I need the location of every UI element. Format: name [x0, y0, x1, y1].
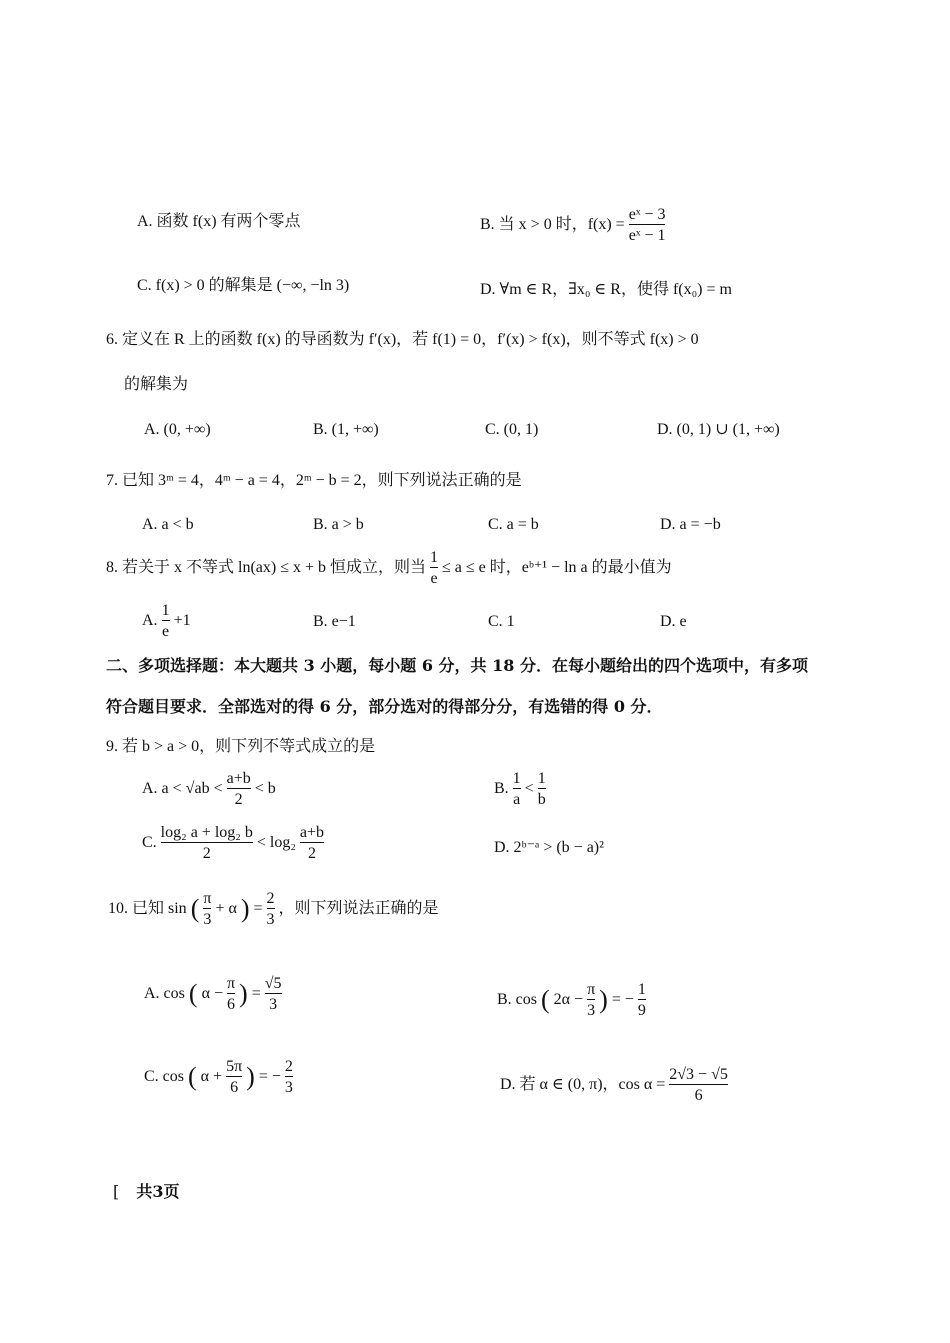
q9-option-b-label: B. — [494, 779, 509, 797]
q6-option-a: A. (0, +∞) — [144, 421, 211, 438]
q9-option-c-frac2 — [300, 824, 324, 862]
q10-option-c-pre: C. cos — [144, 1067, 184, 1085]
q9-option-a-num: a+b — [226, 770, 251, 787]
q9-option-c-frac1 — [161, 824, 253, 862]
q10-option-b-frac — [587, 981, 595, 1019]
q8-option-a-fraction — [162, 602, 170, 640]
q8-option-b: B. e−1 — [313, 613, 356, 630]
q10-option-c-frac — [226, 1058, 242, 1096]
q9-option-a-den: 2 — [227, 788, 251, 809]
q10-option-c — [144, 1058, 293, 1096]
q9-option-d: D. 2ᵇ⁻ᵃ > (b − a)² — [494, 839, 604, 856]
q5-option-d: D. ∀m ∈ R，∃x₀ ∈ R，使得 f(x₀) = m — [480, 281, 732, 298]
q10-option-b — [497, 981, 646, 1019]
q5-option-b-numerator: eˣ − 3 — [628, 206, 666, 223]
q9-option-b — [494, 770, 546, 808]
q10-paren-close: ) — [240, 894, 250, 924]
q10-option-b-pre: B. cos — [497, 990, 537, 1008]
q8-stem-part1: 8. 若关于 x 不等式 ln(ax) ≤ x + b 恒成立，则当 — [106, 558, 427, 576]
q9-option-b-lt: < — [524, 779, 534, 797]
q10-a-paren-open: ( — [188, 979, 198, 1009]
q8-option-a-num: 1 — [161, 602, 170, 619]
q10-option-c-eq: = − — [258, 1067, 281, 1085]
q8-option-d: D. e — [660, 613, 687, 630]
q7-option-b: B. a > b — [313, 516, 364, 533]
footer-mark: [ — [113, 1182, 120, 1201]
q10-option-d — [500, 1066, 728, 1104]
q10-stem-part2: ，则下列说法正确的是 — [278, 899, 439, 917]
q10-option-b-eq: = − — [611, 990, 634, 1008]
q10-stem-frac-den: 3 — [203, 908, 211, 929]
page-footer — [113, 1182, 179, 1202]
q9-option-a-fraction — [227, 770, 251, 808]
q6-stem: 6. 定义在 R 上的函数 f(x) 的导函数为 f′(x)，若 f(1) = 0，f′(x) > f(x)，则不等式 f(x) > 0 — [106, 331, 699, 348]
q10-b-paren-close: ) — [599, 985, 608, 1015]
q10-option-c-rhs — [285, 1058, 293, 1096]
q5-option-a: A. 函数 f(x) 有两个零点 — [137, 213, 301, 230]
q8-option-a — [142, 602, 191, 640]
q9-option-a-pre: A. a < √ab < — [142, 779, 223, 797]
q10-stem — [108, 890, 439, 928]
q10-stem-rhs — [267, 890, 275, 928]
q5-option-b-fraction — [629, 206, 666, 244]
q5-option-b-prefix: B. 当 x > 0 时，f(x) = — [480, 215, 625, 233]
q10-option-b-num: π — [587, 981, 596, 998]
q10-option-d-pre: D. 若 α ∈ (0, π)，cos α = — [500, 1075, 666, 1093]
q8-stem-part2: ≤ a ≤ e 时，eᵇ⁺¹ − ln a 的最小值为 — [442, 558, 672, 576]
q10-option-d-den: 6 — [669, 1084, 728, 1105]
q10-option-b-den: 3 — [587, 999, 595, 1020]
q10-option-a-rhs — [265, 975, 282, 1013]
q8-option-a-label: A. — [142, 611, 158, 629]
q10-option-d-frac — [669, 1066, 728, 1104]
q9-option-a — [142, 770, 276, 808]
q8-stem-frac-den: e — [430, 567, 438, 588]
q8-option-a-den: e — [162, 620, 170, 641]
q10-option-a-den: 6 — [227, 993, 235, 1014]
q7-stem: 7. 已知 3ᵐ = 4，4ᵐ − a = 4，2ᵐ − b = 2，则下列说法正确的是 — [106, 472, 522, 489]
q10-option-b-rden: 9 — [638, 999, 646, 1020]
q5-option-b-denominator: eˣ − 1 — [629, 224, 666, 245]
q10-option-d-num: 2√3 − √5 — [669, 1066, 728, 1083]
q6-option-c: C. (0, 1) — [485, 421, 539, 438]
q10-stem-frac — [203, 890, 211, 928]
q9-option-c-num2: a+b — [299, 824, 325, 841]
q10-stem-plus-alpha: + α — [215, 899, 237, 917]
q10-option-a-in: α − — [201, 984, 223, 1002]
q10-option-a-pre: A. cos — [144, 984, 185, 1002]
q10-c-paren-close: ) — [246, 1062, 255, 1092]
q10-option-b-in: 2α − — [553, 990, 584, 1008]
q8-option-a-tail: +1 — [173, 611, 191, 629]
q8-stem-frac-num: 1 — [430, 549, 439, 566]
q10-option-b-rnum: 1 — [637, 981, 646, 998]
q9-option-c-num1: log₂ a + log₂ b — [160, 824, 253, 841]
q9-option-a-post: < b — [254, 779, 276, 797]
q10-paren-open: ( — [190, 894, 200, 924]
section2-line2: 符合题目要求．全部选对的得 6 分，部分选对的得部分分，有选错的得 0 分． — [106, 697, 663, 716]
q10-stem-rhs-num: 2 — [266, 890, 275, 907]
q10-stem-frac-num: π — [203, 890, 212, 907]
q9-option-b-num2: 1 — [537, 770, 546, 787]
q9-option-b-den1: a — [513, 788, 521, 809]
q6-stem-cont: 的解集为 — [124, 376, 189, 393]
q10-c-paren-open: ( — [188, 1062, 197, 1092]
q10-option-c-den: 6 — [226, 1076, 242, 1097]
q6-option-b: B. (1, +∞) — [313, 421, 379, 438]
q9-option-c-mid: < log₂ — [256, 833, 296, 851]
q9-option-c-label: C. — [142, 833, 157, 851]
q10-stem-rhs-den: 3 — [267, 908, 275, 929]
q10-option-a-eq: = — [251, 984, 261, 1002]
section2-line1: 二、多项选择题：本大题共 3 小题，每小题 6 分，共 18 分．在每小题给出的四个选项中，有多项 — [106, 656, 808, 675]
q10-b-paren-open: ( — [541, 985, 550, 1015]
q6-option-d: D. (0, 1) ∪ (1, +∞) — [657, 421, 780, 438]
q10-option-a — [144, 975, 282, 1013]
q5-option-c: C. f(x) > 0 的解集是 (−∞, −ln 3) — [137, 277, 350, 294]
q10-option-c-rnum: 2 — [284, 1058, 293, 1075]
footer-page-count: 共3页 — [136, 1182, 180, 1201]
q10-option-a-rnum: √5 — [264, 975, 282, 992]
q10-option-c-num: 5π — [226, 1058, 243, 1075]
q9-option-c-den2: 2 — [300, 842, 324, 863]
q9-option-b-den2: b — [538, 788, 546, 809]
q10-option-c-rden: 3 — [285, 1076, 293, 1097]
q7-option-d: D. a = −b — [660, 516, 721, 533]
q8-stem-fraction — [430, 549, 438, 587]
q9-option-c-den1: 2 — [161, 842, 253, 863]
q10-stem-eq: = — [253, 899, 263, 917]
q10-option-b-rhs — [638, 981, 646, 1019]
q9-option-b-frac1 — [513, 770, 521, 808]
q9-stem: 9. 若 b > a > 0，则下列不等式成立的是 — [106, 738, 376, 755]
q10-a-paren-close: ) — [239, 979, 248, 1009]
q9-option-b-frac2 — [538, 770, 546, 808]
q9-option-b-num1: 1 — [512, 770, 521, 787]
q10-option-a-num: π — [226, 975, 236, 992]
q10-option-a-rden: 3 — [265, 993, 282, 1014]
q5-option-b — [480, 206, 665, 244]
q10-option-c-in: α + — [200, 1067, 223, 1085]
q10-option-a-frac — [227, 975, 235, 1013]
q7-option-c: C. a = b — [488, 516, 539, 533]
q9-option-c — [142, 824, 324, 862]
q10-stem-part1: 10. 已知 sin — [108, 899, 187, 917]
q8-stem — [106, 549, 672, 587]
q7-option-a: A. a < b — [142, 516, 194, 533]
q8-option-c: C. 1 — [488, 613, 515, 630]
